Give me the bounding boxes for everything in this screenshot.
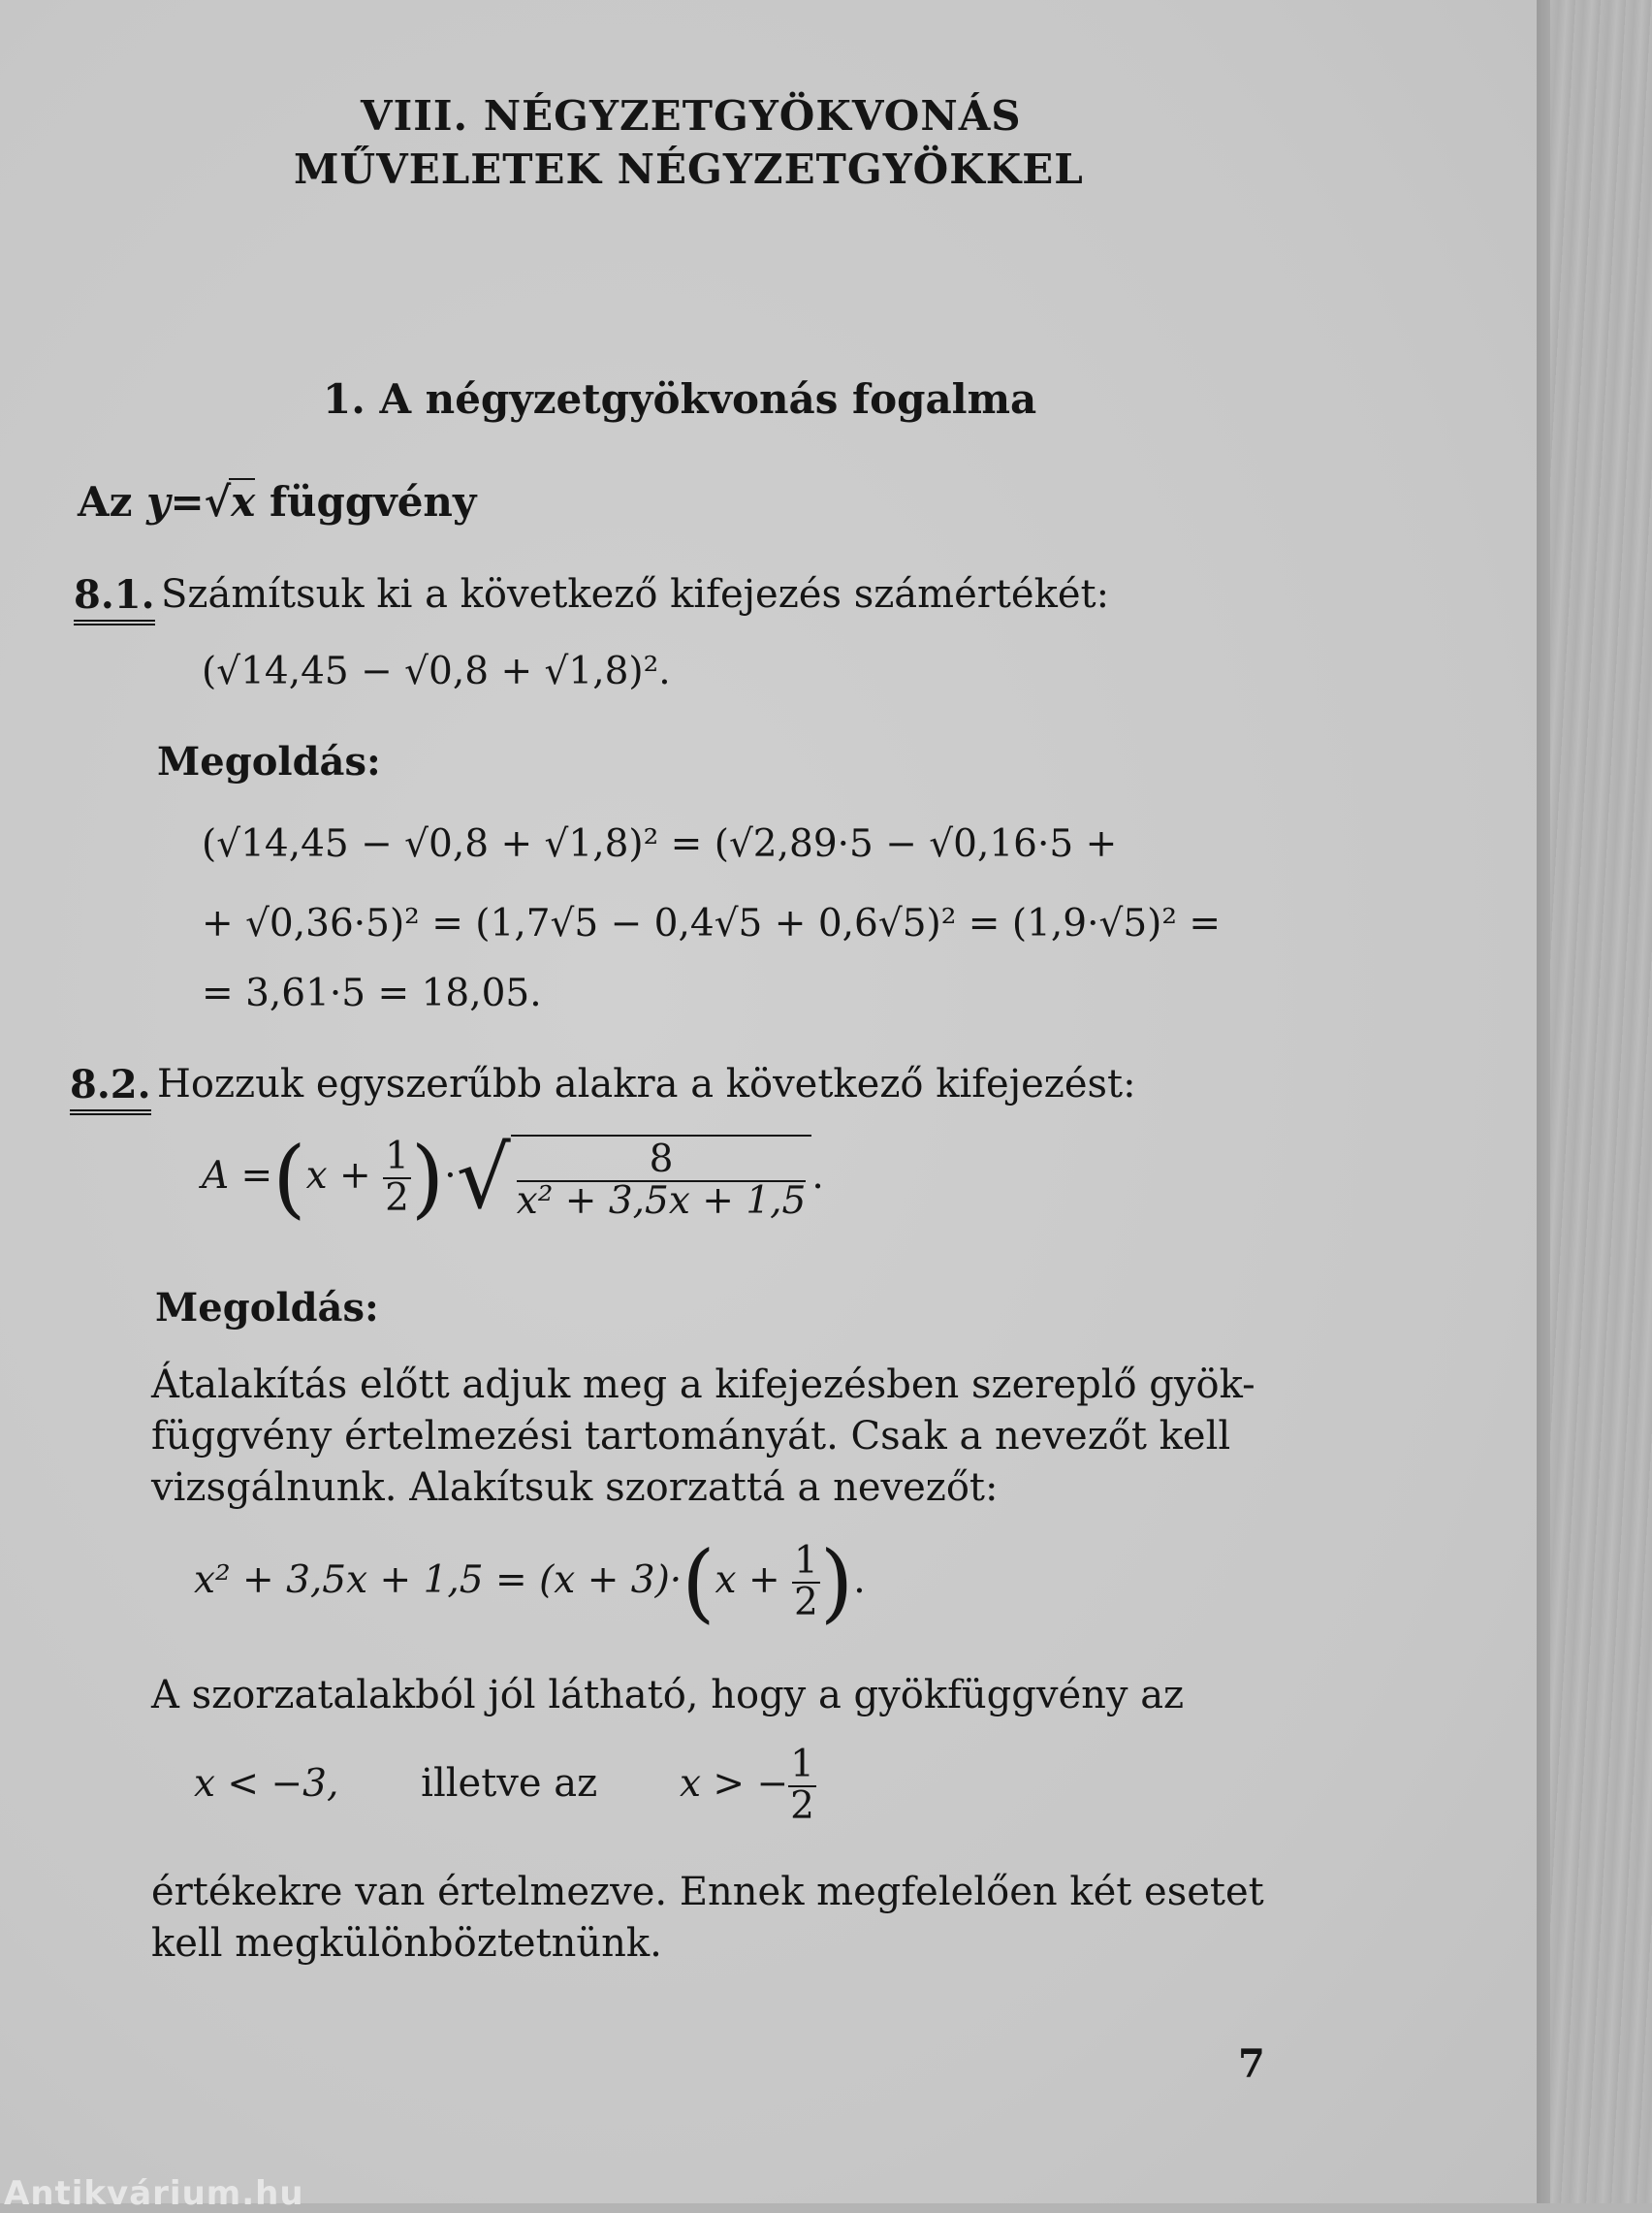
solution-8-1-line3: = 3,61·5 = 18,05.: [202, 972, 542, 1015]
condition-fraction: [788, 1743, 816, 1828]
solution-8-1-line1: (√14,45 − √0,8 + √1,8)² = (√2,89·5 − √0,16·5 +: [202, 822, 1118, 866]
conditions: [194, 1743, 816, 1828]
subsection-formula: y=: [146, 478, 205, 526]
sqrt-fraction: [511, 1135, 812, 1222]
factor-right-paren: ): [819, 1532, 854, 1632]
closing-line2: kell megkülönböztetnünk.: [151, 1921, 662, 1966]
expr-x-plus: x +: [305, 1153, 371, 1198]
condition-connector: illetve az: [421, 1760, 598, 1806]
condition-denominator: 2: [790, 1783, 814, 1828]
condition-1: x < −3,: [194, 1761, 339, 1806]
left-paren: (: [272, 1127, 306, 1228]
factor-x-plus: x +: [715, 1558, 780, 1602]
sqrt-numerator: 8: [517, 1140, 807, 1182]
subsection-prefix: Az: [78, 478, 133, 526]
chapter-title-line1: VIII. NÉGYZETGYÖKVONÁS: [361, 92, 1022, 140]
factor-half-fraction: [792, 1539, 820, 1624]
factor-half-numerator: 1: [794, 1539, 818, 1584]
solution-label-8-1: Megoldás:: [157, 739, 381, 785]
problem-number-8-1: 8.1.: [74, 572, 155, 625]
problem-8-2-text: Hozzuk egyszerűbb alakra a következő kifejezést:: [157, 1062, 1136, 1106]
sqrt-sign: √: [204, 478, 232, 526]
right-paren: ): [410, 1127, 445, 1228]
expr-lhs: A =: [202, 1153, 273, 1198]
problem-8-1-text: Számítsuk ki a következő kifejezés számértékét:: [161, 572, 1110, 617]
dot-operator: ·: [444, 1153, 457, 1198]
subsection-title: [78, 478, 476, 526]
problem-8-2-expression: [202, 1127, 824, 1228]
factor-lhs: x² + 3,5x + 1,5 = (x + 3)·: [194, 1558, 683, 1602]
factorization: [194, 1532, 866, 1632]
factor-period: .: [853, 1558, 866, 1602]
paragraph-line1: Átalakítás előtt adjuk meg a kifejezésben szereplő gyök-: [151, 1363, 1255, 1407]
sqrt-denominator: x² + 3,5x + 1,5: [516, 1178, 807, 1223]
subsection-radicand: x: [231, 478, 256, 526]
closing-line1: értékekre van értelmezve. Ennek megfelelően két esetet: [151, 1870, 1264, 1914]
paragraph-line3: vizsgálnunk. Alakítsuk szorzattá a nevezőt:: [151, 1465, 999, 1510]
factor-half-denominator: 2: [794, 1581, 818, 1624]
solution-8-1-line2: + √0,36·5)² = (1,7√5 − 0,4√5 + 0,6√5)² = (1,9·√5)² =: [202, 902, 1222, 946]
paragraph-line2: függvény értelmezési tartományát. Csak a nevezőt kell: [151, 1414, 1231, 1459]
problem-8-1-expression: (√14,45 − √0,8 + √1,8)².: [202, 650, 671, 693]
period: .: [811, 1153, 824, 1198]
section-title: 1. A négyzetgyökvonás fogalma: [323, 375, 1037, 423]
sentence-gyokfuggveny: A szorzatalakból jól látható, hogy a gyökfüggvény az: [151, 1673, 1185, 1717]
subsection-suffix: függvény: [269, 478, 477, 526]
half-numerator: 1: [385, 1135, 409, 1178]
page-edge: [1537, 0, 1550, 2203]
condition-numerator: 1: [790, 1743, 814, 1786]
problem-number-8-2: 8.2.: [70, 1062, 151, 1115]
big-sqrt-sign: √: [456, 1127, 511, 1228]
page-number: 7: [1238, 2041, 1265, 2087]
factor-left-paren: (: [682, 1532, 715, 1632]
condition-2: x > −: [680, 1761, 789, 1806]
wood-background: [1550, 0, 1652, 2203]
half-fraction: [383, 1135, 411, 1220]
chapter-title-line2: MŰVELETEK NÉGYZETGYÖKKEL: [294, 145, 1084, 193]
solution-label-8-2: Megoldás:: [155, 1285, 379, 1331]
watermark-logo: Antikvárium.hu: [4, 2174, 304, 2213]
half-denominator: 2: [385, 1175, 409, 1220]
